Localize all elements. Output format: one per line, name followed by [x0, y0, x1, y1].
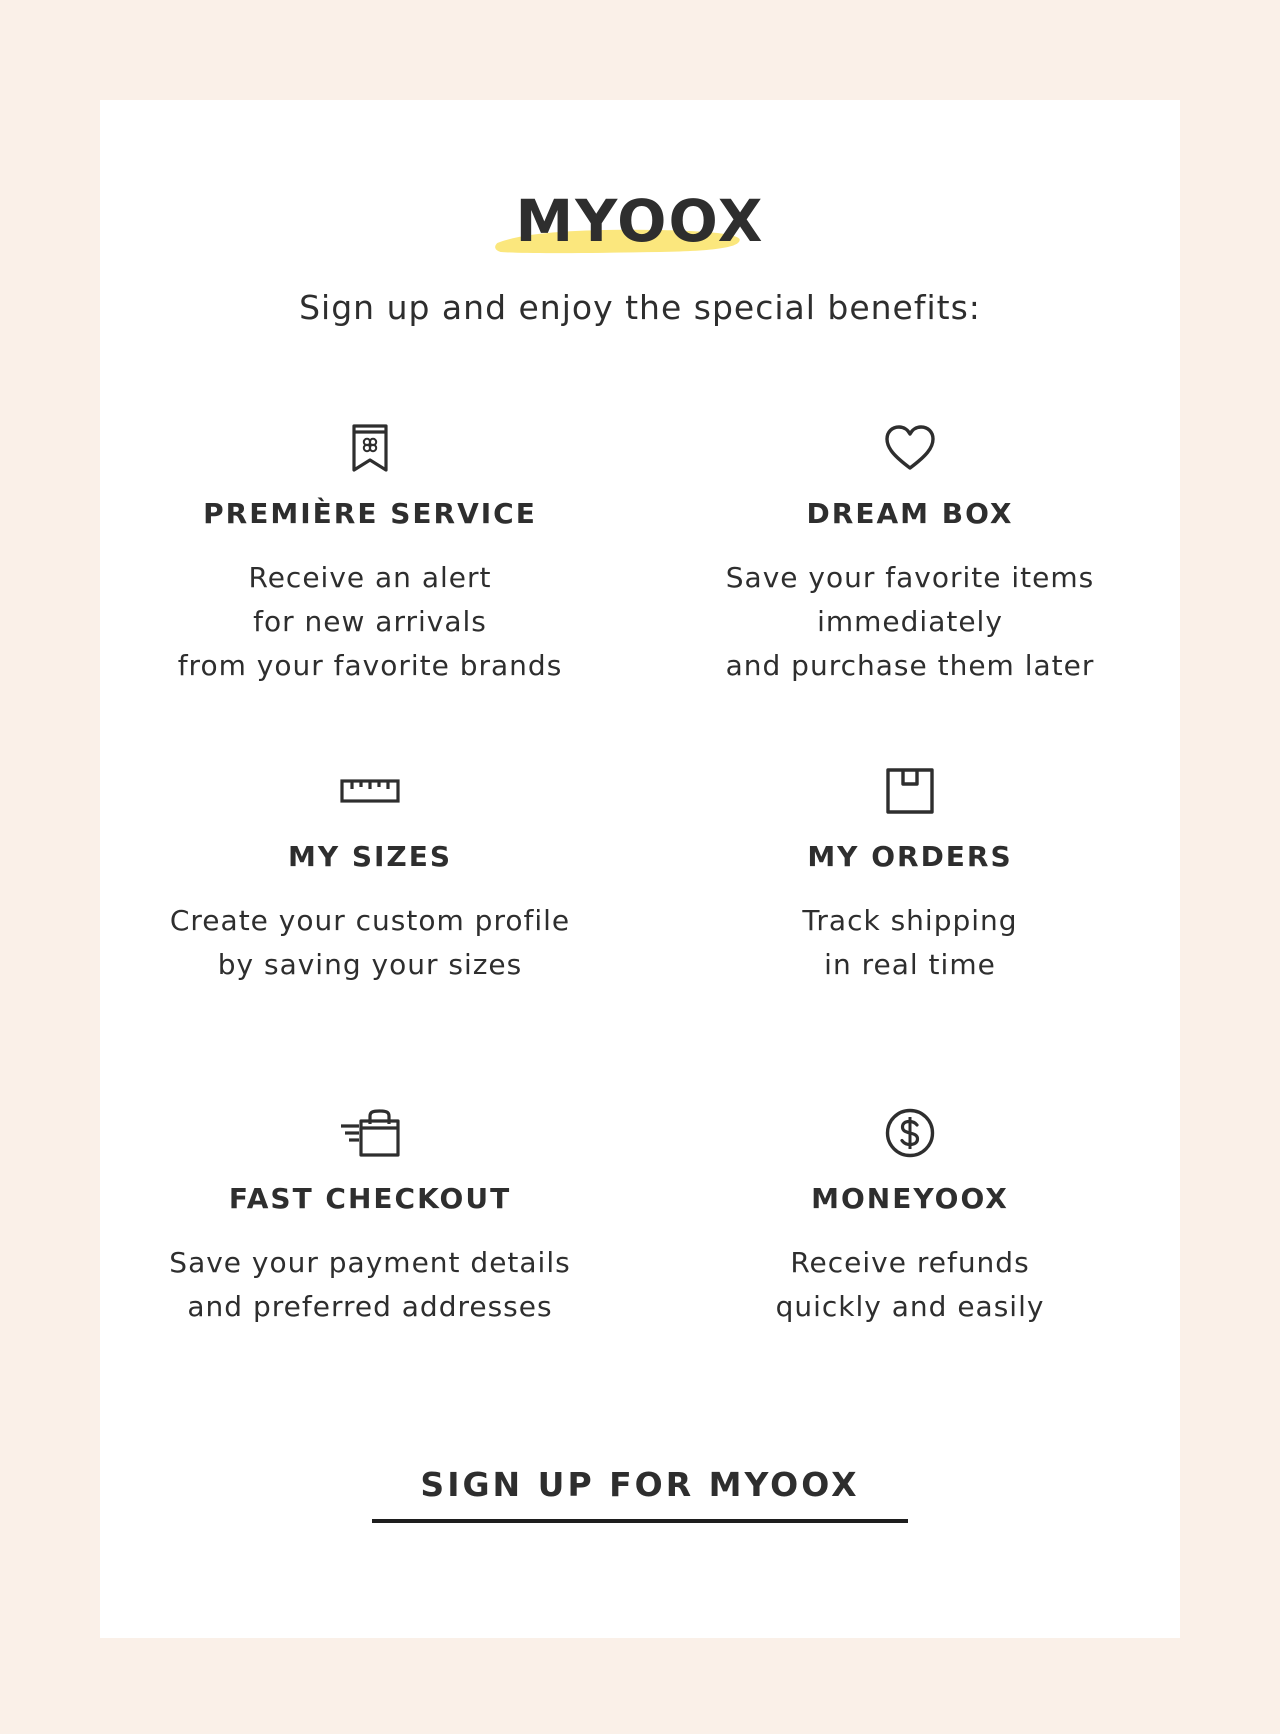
- benefit-description-line: Receive an alert: [248, 561, 492, 594]
- benefit-description-line: Create your custom profile: [169, 904, 571, 937]
- benefit-dream-box: [670, 420, 1150, 688]
- benefit-premiere-service: [130, 420, 610, 688]
- benefit-description-line: in real time: [824, 948, 996, 981]
- dollar-circle-icon: [670, 1105, 1150, 1161]
- heart-icon: [670, 420, 1150, 476]
- benefit-description-line: and preferred addresses: [187, 1290, 553, 1323]
- benefit-description-line: immediately: [817, 605, 1003, 638]
- benefit-description-line: Track shipping: [802, 904, 1018, 937]
- benefit-title: FAST CHECKOUT: [228, 1182, 512, 1215]
- benefit-description: [670, 1241, 1150, 1329]
- logo-area: [100, 186, 1180, 256]
- intro-subtitle: Sign up and enjoy the special benefits:: [299, 288, 981, 327]
- benefit-description-line: quickly and easily: [775, 1290, 1045, 1323]
- benefits-card: [100, 100, 1180, 1638]
- benefit-fast-checkout: [130, 1105, 610, 1329]
- benefit-title: MY SIZES: [287, 840, 453, 873]
- cta-area: [100, 1465, 1180, 1523]
- benefit-description: [670, 556, 1150, 688]
- benefit-my-orders: [670, 763, 1150, 987]
- benefit-description: [130, 899, 610, 987]
- ruler-icon: [130, 763, 610, 819]
- benefit-description: [670, 899, 1150, 987]
- myoox-logo: [516, 186, 765, 256]
- benefit-description-line: from your favorite brands: [177, 649, 563, 682]
- benefit-my-sizes: [130, 763, 610, 987]
- benefit-title: MY ORDERS: [807, 840, 1013, 873]
- fast-bag-icon: [130, 1105, 610, 1161]
- benefit-title: PREMIÈRE SERVICE: [203, 497, 537, 530]
- logo-text: MYOOX: [515, 187, 765, 255]
- box-icon: [670, 763, 1150, 819]
- sign-up-button[interactable]: SIGN UP FOR MYOOX: [372, 1465, 908, 1523]
- benefit-description-line: Save your payment details: [169, 1246, 571, 1279]
- benefit-description-line: Receive refunds: [790, 1246, 1030, 1279]
- bookmark-clover-icon: [130, 420, 610, 476]
- benefit-description: [130, 556, 610, 688]
- benefit-title: DREAM BOX: [806, 497, 1014, 530]
- benefit-description: [130, 1241, 610, 1329]
- benefit-description-line: for new arrivals: [253, 605, 487, 638]
- benefit-description-line: and purchase them later: [725, 649, 1095, 682]
- benefit-description-line: by saving your sizes: [217, 948, 523, 981]
- benefit-moneyoox: [670, 1105, 1150, 1329]
- benefit-title: MONEYOOX: [811, 1182, 1009, 1215]
- benefit-description-line: Save your favorite items: [725, 561, 1095, 594]
